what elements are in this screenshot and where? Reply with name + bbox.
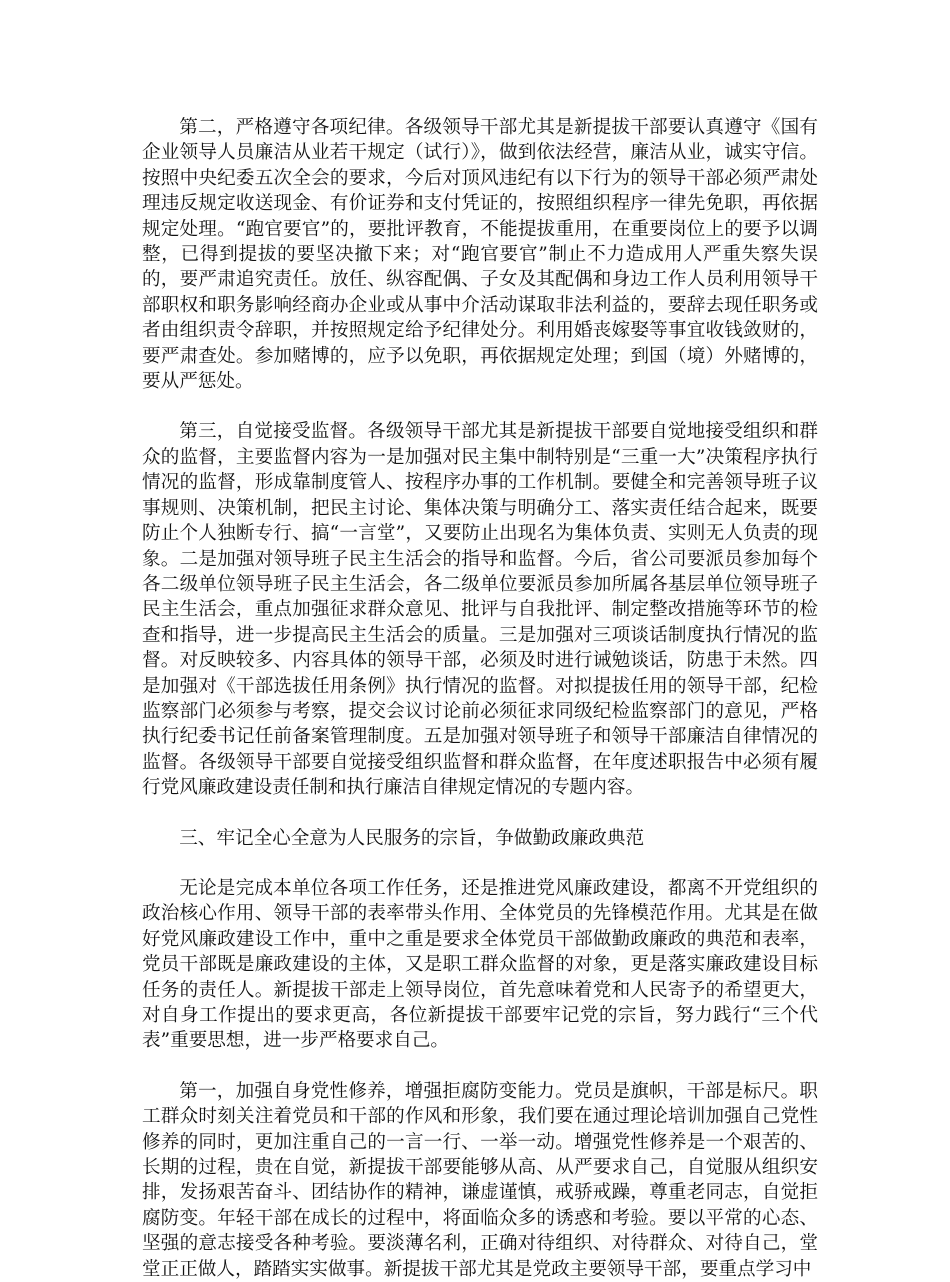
paragraph-exemplar: 无论是完成本单位各项工作任务，还是推进党风廉政建设，都离不开党组织的政治核心作用、领导干部的表率带头作用、全体党员的先锋模范作用。尤其是在做好党风廉政建设工作中，重中之重是要求全体党员干部做勤政廉政的典范和表率，党员干部既是廉政建设的主体，又是职工群众监督的对象，更是落实廉政建设目标任务的责任人。新提拔干部走上领导岗位，首先意味着党和人民寄予的希望更大，对自身工作提出的要求更高，各位新提拔干部要牢记党的宗旨，努力践行“三个代表”重要思想，进一步严格要求自己。 bbox=[142, 877, 818, 1052]
paragraph-self-cultivation: 第一，加强自身党性修养，增强拒腐防变能力。党员是旗帜，干部是标尺。职工群众时刻关注着党员和干部的作风和形象，我们要在通过理论培训加强自己党性修养的同时，更加注重自己的一言一行、一举一动。增强党性修养是一个艰苦的、长期的过程，贵在自觉，新提拔干部要能够从高、从严要求自己，自觉服从组织安排，发扬艰苦奋斗、团结协作的精神，谦虚谨慎，戒骄戒躁，尊重老同志，自觉拒腐防变。年轻干部在成长的过程中，将面临众多的诱惑和考验。要以平常的心态、坚强的意志接受各种考验。要淡薄名利，正确对待组织、对待群众、对待自己，堂堂正正做人，踏踏实实做事。新提拔干部尤其是党政主要领导干部，要重点学习中 bbox=[142, 1080, 818, 1280]
paragraph-supervision: 第三，自觉接受监督。各级领导干部尤其是新提拔干部要自觉地接受组织和群众的监督，主要监督内容为一是加强对民主集中制特别是“三重一大”决策程序执行情况的监督，形成靠制度管人、按程序办事的工作机制。要健全和完善领导班子议事规则、决策机制，把民主讨论、集体决策与明确分工、落实责任结合起来，既要防止个人独断专行、搞“一言堂”，又要防止出现名为集体负责、实则无人负责的现象。二是加强对领导班子民主生活会的指导和监督。今后，省公司要派员参加每个各二级单位领导班子民主生活会，各二级单位要派员参加所属各基层单位领导班子民主生活会，重点加强征求群众意见、批评与自我批评、制定整改措施等环节的检查和指导，进一步提高民主生活会的质量。三是加强对三项谈话制度执行情况的监督。对反映较多、内容具体的领导干部，必须及时进行诫勉谈话，防患于未然。四是加强对《干部选拔任用条例》执行情况的监督。对拟提拔任用的领导干部，纪检监察部门必须参与考察，提交会议讨论前必须征求同级纪检监察部门的意见，严格执行纪委书记任前备案管理制度。五是加强对领导班子和领导干部廉洁自律情况的监督。各级领导干部要自觉接受组织监督和群众监督，在年度述职报告中必须有履行党风廉政建设责任制和执行廉洁自律规定情况的专题内容。 bbox=[142, 421, 818, 799]
paragraph-gap bbox=[142, 801, 818, 826]
paragraph-gap bbox=[142, 1054, 818, 1079]
paragraph-gap bbox=[142, 851, 818, 876]
document-body bbox=[142, 115, 818, 1282]
paragraph-discipline: 第二，严格遵守各项纪律。各级领导干部尤其是新提拔干部要认真遵守《国有企业领导人员廉洁从业若干规定（试行）》，做到依法经营，廉洁从业，诚实守信。按照中央纪委五次全会的要求，今后对顶风违纪有以下行为的领导干部必须严肃处理违反规定收送现金、有价证券和支付凭证的，按照组织程序一律先免职，再依据规定处理。“跑官要官”的，要批评教育，不能提拔重用，在重要岗位上的要予以调整，已得到提拔的要坚决撤下来；对“跑官要官”制止不力造成用人严重失察失误的，要严肃追究责任。放任、纵容配偶、子女及其配偶和身边工作人员利用领导干部职权和职务影响经商办企业或从事中介活动谋取非法利益的，要辞去现任职务或者由组织责令辞职，并按照规定给予纪律处分。利用婚丧嫁娶等事宜收钱敛财的，要严肃查处。参加赌博的，应予以免职，再依据规定处理；到国（境）外赌博的，要从严惩处。 bbox=[142, 117, 818, 393]
paragraph-gap bbox=[142, 394, 818, 419]
section-heading: 三、牢记全心全意为人民服务的宗旨，争做勤政廉政典范 bbox=[179, 827, 645, 849]
